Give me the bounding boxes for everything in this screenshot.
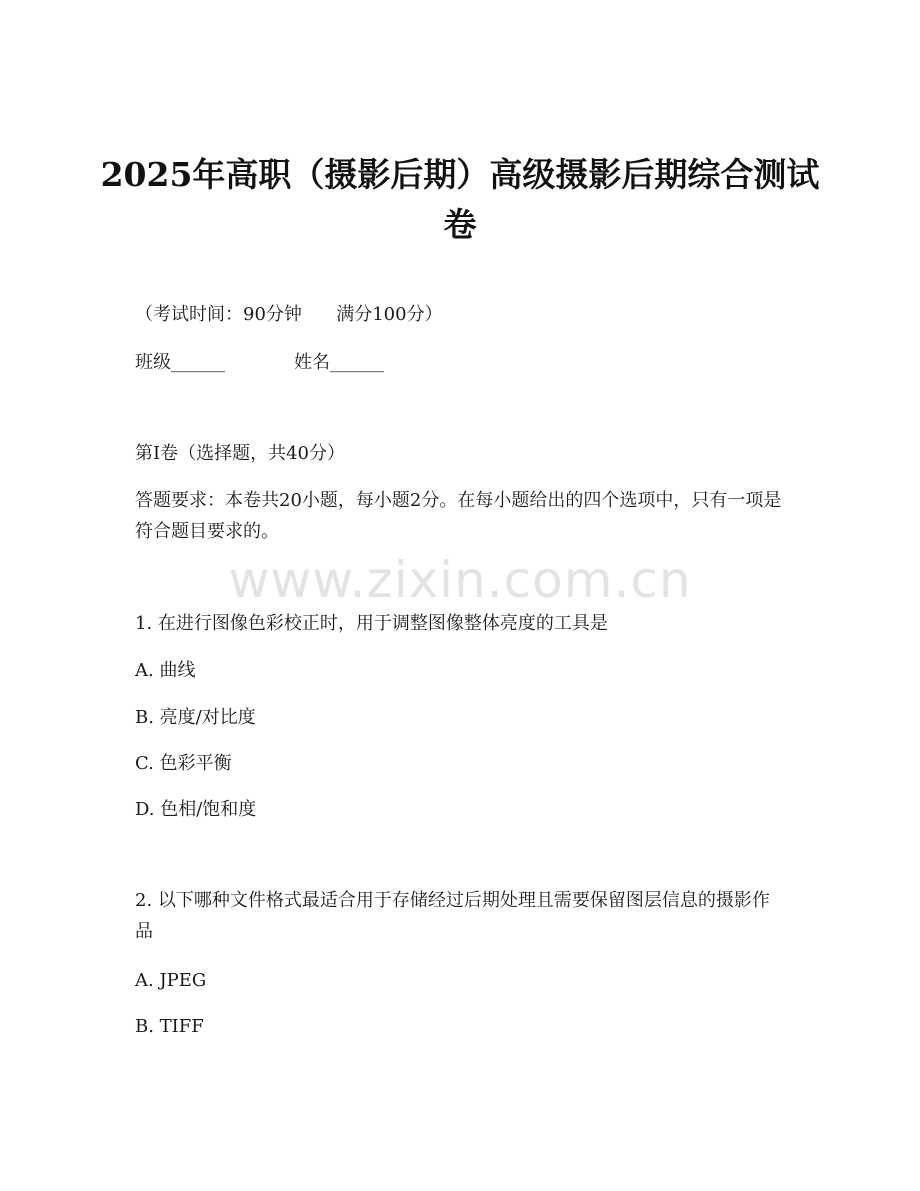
question-1-option-d: D. 色相/饱和度 [135,799,257,820]
question-1-option-b: B. 亮度/对比度 [135,707,256,728]
instructions: 答题要求：本卷共20小题，每小题2分。在每小题给出的四个选项中，只有一项是符合题目要求的。 [135,490,782,542]
question-1: 1. 在进行图像色彩校正时，用于调整图像整体亮度的工具是 [135,613,608,634]
question-2-option-b: B. TIFF [135,1016,204,1037]
class-field: 班级______ [135,352,225,373]
exam-info: （考试时间：90分钟 满分100分） [135,304,443,325]
question-1-option-c: C. 色彩平衡 [135,753,232,774]
question-1-option-a: A. 曲线 [135,660,196,681]
section-title: 第I卷（选择题，共40分） [135,443,346,464]
watermark: www.zixin.com.cn [228,551,692,609]
document-title: 2025年高职（摄影后期）高级摄影后期综合测试卷 [100,155,820,244]
name-field: 姓名______ [294,352,384,373]
question-2: 2. 以下哪种文件格式最适合用于存储经过后期处理且需要保留图层信息的摄影作品 [135,890,770,942]
question-2-option-a: A. JPEG [135,970,207,991]
